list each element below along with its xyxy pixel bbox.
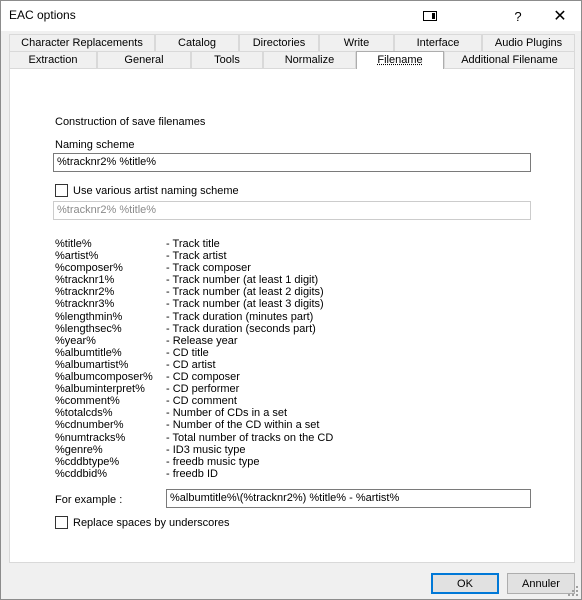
variable-name: %numtracks% bbox=[55, 431, 126, 444]
tab-interface[interactable]: Interface bbox=[394, 34, 482, 51]
section-title: Construction of save filenames bbox=[55, 116, 206, 128]
variable-description: - Track duration (minutes part) bbox=[166, 310, 314, 323]
variable-name: %artist% bbox=[55, 250, 99, 263]
variable-description: - Track composer bbox=[166, 262, 251, 275]
tab-character-replacements[interactable]: Character Replacements bbox=[9, 34, 155, 51]
variable-name: %tracknr3% bbox=[55, 298, 115, 311]
variable-list bbox=[55, 238, 153, 480]
ok-button[interactable]: OK bbox=[431, 573, 499, 594]
variable-description: - CD artist bbox=[166, 358, 216, 371]
resize-grip-icon[interactable] bbox=[568, 586, 578, 596]
tab-audio-plugins[interactable]: Audio Plugins bbox=[482, 34, 575, 51]
tab-catalog[interactable]: Catalog bbox=[155, 34, 239, 51]
tab-directories[interactable]: Directories bbox=[239, 34, 319, 51]
tab-normalize[interactable]: Normalize bbox=[263, 51, 356, 68]
variable-description: - Number of the CD within a set bbox=[166, 419, 320, 432]
variable-name: %albumartist% bbox=[55, 358, 129, 371]
variable-description: - CD title bbox=[166, 346, 209, 359]
variable-name: %composer% bbox=[55, 262, 123, 275]
window-layout-icon[interactable] bbox=[407, 1, 453, 31]
naming-scheme-label: Naming scheme bbox=[55, 139, 135, 151]
variable-description: - Number of CDs in a set bbox=[166, 407, 288, 420]
tab-tools[interactable]: Tools bbox=[191, 51, 263, 68]
variable-description: - Track artist bbox=[166, 250, 227, 263]
variable-name: %cddbtype% bbox=[55, 455, 120, 468]
tab-write[interactable]: Write bbox=[319, 34, 394, 51]
variable-name: %albuminterpret% bbox=[55, 383, 145, 396]
variable-description: - Track number (at least 3 digits) bbox=[166, 298, 324, 311]
close-button[interactable]: ✕ bbox=[553, 8, 567, 25]
variable-name: %title% bbox=[55, 238, 92, 250]
variable-description-list bbox=[166, 238, 333, 480]
tab-extraction[interactable]: Extraction bbox=[9, 51, 97, 68]
window-title: EAC options bbox=[9, 8, 76, 22]
variable-description: - Release year bbox=[166, 334, 238, 347]
variable-name: %totalcds% bbox=[55, 407, 113, 420]
variable-name: %cddbid% bbox=[55, 467, 107, 480]
replace-spaces-checkbox[interactable] bbox=[55, 516, 68, 529]
tab-filename[interactable]: Filename bbox=[356, 51, 444, 69]
variable-name: %lengthsec% bbox=[55, 322, 122, 335]
variable-name: %albumcomposer% bbox=[55, 371, 153, 384]
variable-description: - Track duration (seconds part) bbox=[166, 322, 316, 335]
variable-description: - Total number of tracks on the CD bbox=[166, 431, 334, 444]
variable-description: - Track title bbox=[166, 238, 220, 250]
variable-description: - freedb music type bbox=[166, 455, 260, 468]
various-artist-checkbox[interactable] bbox=[55, 184, 68, 197]
example-output-field: %albumtitle%\(%tracknr2%) %title% - %artist% bbox=[166, 489, 531, 508]
various-artist-label[interactable]: Use various artist naming scheme bbox=[73, 185, 239, 197]
variable-description: - ID3 music type bbox=[166, 443, 246, 456]
variable-name: %comment% bbox=[55, 395, 120, 408]
variable-description: - Track number (at least 2 digits) bbox=[166, 286, 324, 299]
replace-spaces-label[interactable]: Replace spaces by underscores bbox=[73, 517, 230, 529]
naming-scheme-input[interactable]: %tracknr2% %title% bbox=[53, 153, 531, 172]
variable-name: %tracknr1% bbox=[55, 274, 115, 287]
tab-general[interactable]: General bbox=[97, 51, 191, 68]
variable-name: %cdnumber% bbox=[55, 419, 124, 432]
variable-name: %lengthmin% bbox=[55, 310, 123, 323]
example-label: For example : bbox=[55, 494, 123, 506]
various-artist-scheme-input: %tracknr2% %title% bbox=[53, 201, 531, 220]
variable-name: %albumtitle% bbox=[55, 346, 122, 359]
variable-description: - freedb ID bbox=[166, 467, 218, 480]
cancel-button[interactable]: Annuler bbox=[507, 573, 575, 594]
variable-name: %tracknr2% bbox=[55, 286, 115, 299]
variable-description: - CD performer bbox=[166, 383, 240, 396]
variable-name: %genre% bbox=[55, 443, 103, 456]
title-bar bbox=[1, 1, 581, 31]
help-button[interactable]: ? bbox=[514, 8, 522, 24]
variable-description: - CD composer bbox=[166, 371, 240, 384]
tab-additional-filename[interactable]: Additional Filename bbox=[444, 51, 575, 68]
variable-description: - CD comment bbox=[166, 395, 237, 408]
variable-name: %year% bbox=[55, 334, 96, 347]
variable-description: - Track number (at least 1 digit) bbox=[166, 274, 319, 287]
